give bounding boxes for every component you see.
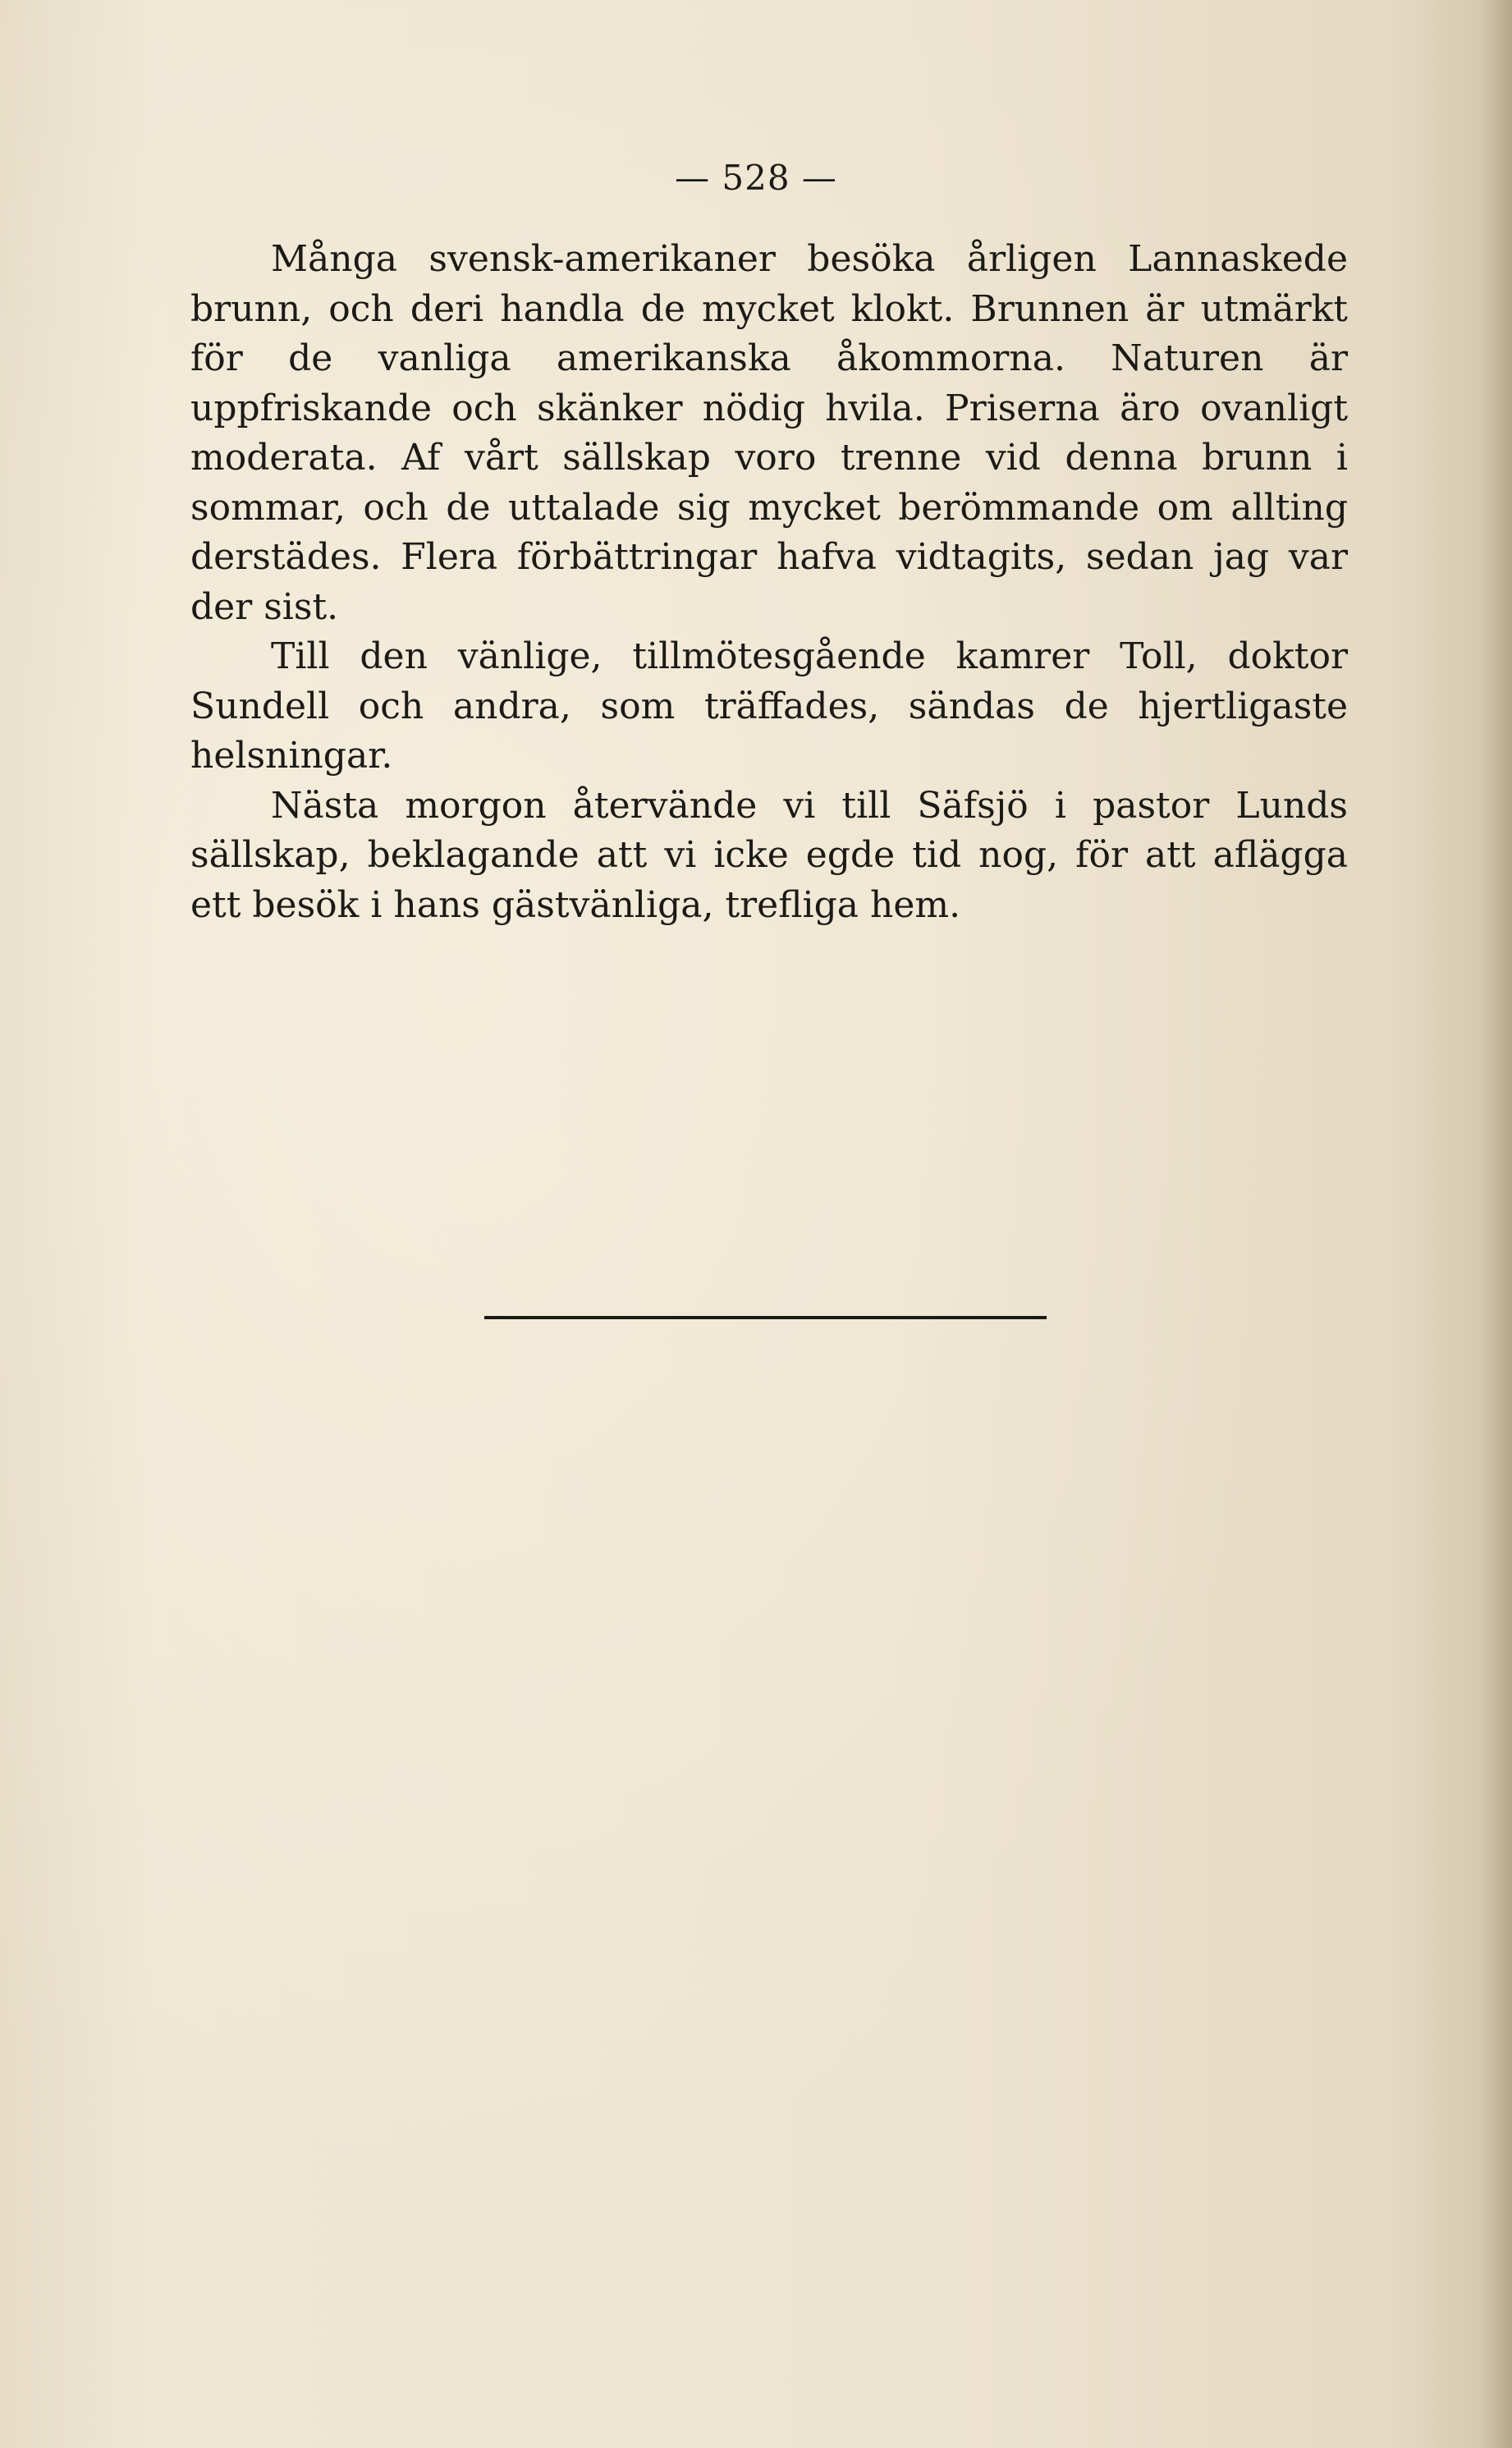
paragraph: Nästa morgon återvände vi till Säfsjö i pastor Lunds sällskap, beklagande att vi icke egde tid nog, för att aflägga ett besök i hans gästvänliga, trefliga hem. — [190, 784, 1348, 926]
paragraph: Många svensk-amerikaner besöka årligen Lannaskede brunn, och deri handla de mycket klokt. Brunnen är utmärkt för de vanliga amerikanska åkommorna. Naturen är uppfriskande och skänker nödig hvila. Priserna äro ovanligt moderata. Af vårt sällskap voro trenne vid denna brunn i sommar, och de uttalade sig mycket berömmande om allting derstädes. Flera förbättringar hafva vidtagits, sedan jag var der sist. — [190, 238, 1348, 628]
page-number: — 528 — — [675, 158, 837, 198]
page-edge-shadow — [1479, 0, 1512, 2448]
section-end-rule — [484, 1316, 1047, 1319]
body-text — [190, 235, 1348, 930]
paragraph: Till den vänlige, tillmötesgående kamrer Toll, doktor Sundell och andra, som träffades, sändas de hjertligaste helsningar. — [190, 635, 1348, 777]
